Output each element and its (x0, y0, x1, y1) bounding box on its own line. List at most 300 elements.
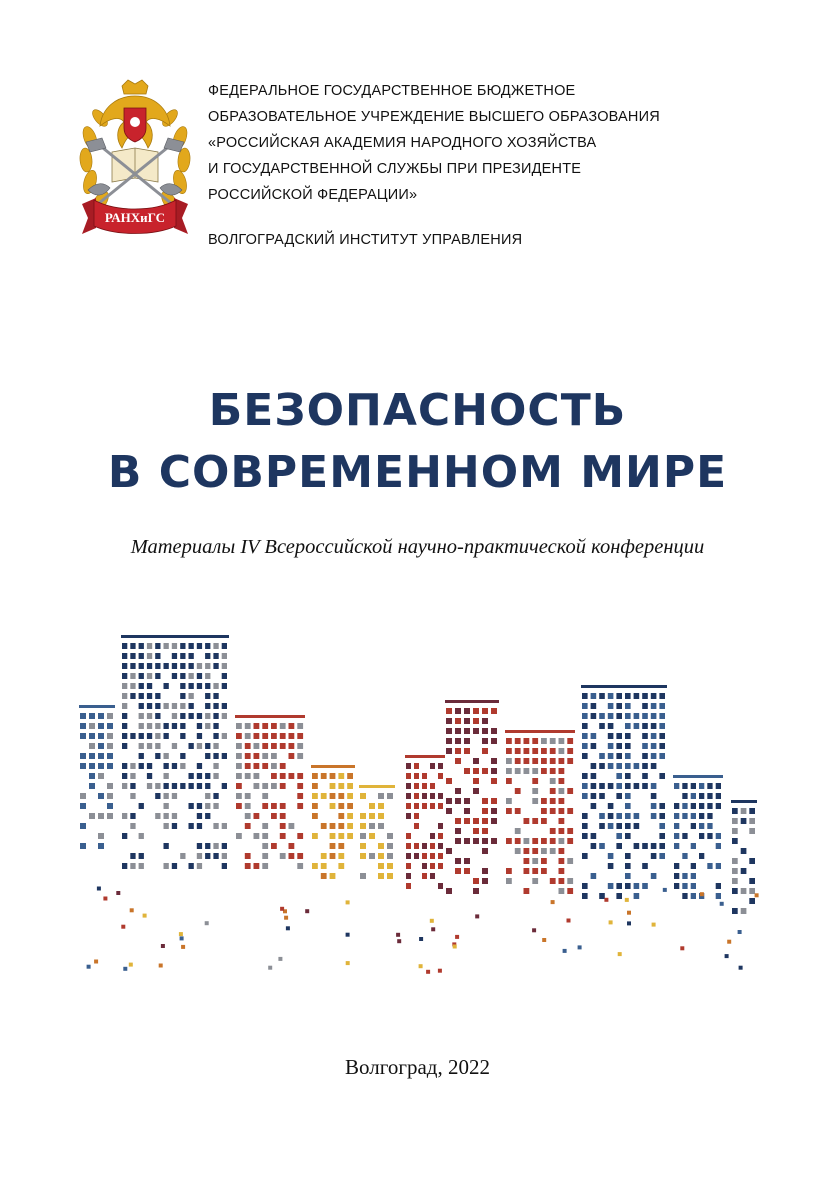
window (289, 843, 295, 849)
window (749, 878, 755, 884)
pixel (116, 891, 120, 895)
window (559, 808, 565, 814)
pixel (346, 933, 350, 937)
window (682, 883, 687, 889)
pixel (727, 940, 731, 944)
window (338, 863, 344, 869)
pixel (179, 932, 183, 936)
window (387, 863, 393, 869)
building (311, 765, 355, 879)
window (541, 748, 547, 754)
window (107, 783, 113, 789)
pixel (455, 935, 459, 939)
window (98, 723, 104, 729)
window (205, 693, 210, 699)
window (524, 868, 530, 874)
window (732, 828, 738, 834)
window (122, 783, 127, 789)
window (321, 873, 327, 879)
window (625, 783, 631, 789)
window (189, 643, 194, 649)
window (387, 833, 393, 839)
window (699, 853, 704, 859)
window (205, 843, 210, 849)
window (625, 743, 631, 749)
window (98, 813, 104, 819)
window (180, 643, 185, 649)
window (616, 833, 622, 839)
window (338, 843, 344, 849)
window (213, 653, 218, 659)
window (213, 713, 218, 719)
window (582, 793, 588, 799)
window (473, 878, 479, 884)
window (491, 808, 497, 814)
window (599, 783, 605, 789)
window (482, 838, 488, 844)
window (482, 828, 488, 834)
window (139, 643, 144, 649)
window (98, 733, 104, 739)
window (245, 763, 251, 769)
window (464, 748, 470, 754)
window (446, 778, 452, 784)
window (236, 753, 242, 759)
window (559, 798, 565, 804)
building (445, 700, 499, 894)
window (312, 783, 318, 789)
window (414, 793, 419, 799)
window (205, 713, 210, 719)
window (98, 833, 104, 839)
window (107, 813, 113, 819)
window (659, 713, 665, 719)
window (236, 793, 242, 799)
window (369, 833, 375, 839)
window (172, 723, 177, 729)
window (438, 863, 443, 869)
window (422, 873, 427, 879)
window (559, 828, 565, 834)
window (387, 873, 393, 879)
window (625, 753, 631, 759)
window (659, 823, 665, 829)
window (213, 753, 218, 759)
window (180, 653, 185, 659)
window (532, 818, 538, 824)
document-subtitle: Материалы IV Всероссийской научно-практической конференции (130, 536, 705, 558)
window (473, 778, 479, 784)
pixel (419, 964, 423, 968)
window (197, 683, 202, 689)
window (659, 693, 665, 699)
window (262, 723, 268, 729)
window (659, 753, 665, 759)
window (473, 788, 479, 794)
window (616, 793, 622, 799)
pixel (286, 926, 290, 930)
window (205, 743, 210, 749)
window (455, 708, 461, 714)
window (378, 843, 384, 849)
window (659, 773, 665, 779)
window (280, 763, 286, 769)
window (338, 813, 344, 819)
window (254, 863, 260, 869)
window (89, 733, 95, 739)
window (651, 783, 657, 789)
pixel (268, 966, 272, 970)
building-roof (79, 705, 115, 708)
window (338, 783, 344, 789)
window (139, 713, 144, 719)
window (147, 693, 152, 699)
window (559, 748, 565, 754)
window (651, 723, 657, 729)
window (524, 818, 530, 824)
window (222, 843, 227, 849)
window (515, 758, 521, 764)
window (330, 793, 336, 799)
window (338, 833, 344, 839)
window (213, 703, 218, 709)
ranepa-emblem-icon (76, 78, 194, 240)
window (455, 718, 461, 724)
window (222, 733, 227, 739)
window (130, 823, 135, 829)
window (236, 763, 242, 769)
window (80, 843, 86, 849)
window (289, 723, 295, 729)
window (567, 788, 573, 794)
window (699, 813, 704, 819)
window (205, 753, 210, 759)
window (147, 663, 152, 669)
window (180, 723, 185, 729)
window (222, 853, 227, 859)
pixel (542, 938, 546, 942)
window (482, 818, 488, 824)
window (213, 643, 218, 649)
window (147, 783, 152, 789)
window (651, 803, 657, 809)
window (608, 733, 614, 739)
window (438, 803, 443, 809)
pixel (551, 900, 555, 904)
window (491, 778, 497, 784)
window (107, 743, 113, 749)
window (107, 763, 113, 769)
window (749, 858, 755, 864)
window (122, 863, 127, 869)
window (422, 843, 427, 849)
window (473, 838, 479, 844)
window (262, 843, 268, 849)
window (280, 733, 286, 739)
window (541, 848, 547, 854)
window (164, 723, 169, 729)
window (189, 783, 194, 789)
window (245, 813, 251, 819)
window (89, 753, 95, 759)
window (651, 733, 657, 739)
building (581, 685, 667, 899)
window (532, 748, 538, 754)
window (280, 853, 286, 859)
window (699, 803, 704, 809)
window (430, 863, 435, 869)
window (155, 783, 160, 789)
window (98, 743, 104, 749)
window (608, 863, 614, 869)
window (271, 783, 277, 789)
window (164, 783, 169, 789)
window (582, 813, 588, 819)
window (482, 708, 488, 714)
window (608, 693, 614, 699)
window (139, 803, 144, 809)
window (599, 693, 605, 699)
window (515, 848, 521, 854)
window (482, 808, 488, 814)
window (515, 808, 521, 814)
window (591, 793, 597, 799)
window (550, 828, 556, 834)
window (189, 743, 194, 749)
window (205, 663, 210, 669)
window (532, 768, 538, 774)
pixel (129, 963, 133, 967)
window (707, 823, 712, 829)
window (582, 733, 588, 739)
window (139, 653, 144, 659)
window (616, 733, 622, 739)
window (716, 803, 721, 809)
window (189, 673, 194, 679)
window (262, 803, 268, 809)
window (567, 758, 573, 764)
window (591, 743, 597, 749)
window (559, 858, 565, 864)
window (130, 863, 135, 869)
window (625, 733, 631, 739)
window (608, 703, 614, 709)
building-roof (405, 755, 445, 758)
window (164, 753, 169, 759)
window (422, 853, 427, 859)
window (213, 743, 218, 749)
window (582, 853, 588, 859)
window (197, 743, 202, 749)
window (732, 858, 738, 864)
window (254, 723, 260, 729)
window (515, 788, 521, 794)
title-line-2: В СОВРЕМЕННОМ МИРЕ (107, 447, 728, 498)
window (98, 843, 104, 849)
window (591, 833, 597, 839)
window (205, 683, 210, 689)
window (707, 833, 712, 839)
pixel (123, 967, 127, 971)
window (297, 773, 303, 779)
window (682, 853, 687, 859)
window (130, 853, 135, 859)
window (491, 818, 497, 824)
window (591, 733, 597, 739)
window (222, 683, 227, 689)
building-roof (673, 775, 723, 778)
window (491, 768, 497, 774)
window (674, 863, 679, 869)
window (414, 843, 419, 849)
window (608, 783, 614, 789)
window (524, 838, 530, 844)
building-roof (731, 800, 757, 803)
window (625, 873, 631, 879)
window (139, 733, 144, 739)
window (559, 778, 565, 784)
window (682, 803, 687, 809)
window (446, 738, 452, 744)
window (180, 733, 185, 739)
window (197, 803, 202, 809)
window (541, 758, 547, 764)
window (464, 868, 470, 874)
window (582, 893, 588, 899)
window (625, 693, 631, 699)
window (591, 783, 597, 789)
window (205, 783, 210, 789)
window (524, 888, 530, 894)
window (347, 803, 353, 809)
window (205, 703, 210, 709)
window (180, 763, 185, 769)
window (89, 743, 95, 749)
pixel (278, 957, 282, 961)
window (197, 853, 202, 859)
window (491, 728, 497, 734)
window (378, 873, 384, 879)
window (197, 733, 202, 739)
window (139, 673, 144, 679)
window (387, 843, 393, 849)
window (289, 823, 295, 829)
window (197, 773, 202, 779)
window (532, 798, 538, 804)
org-line: РОССИЙСКОЙ ФЕДЕРАЦИИ» (208, 187, 418, 203)
window (189, 663, 194, 669)
window (406, 833, 411, 839)
pixel (738, 930, 742, 934)
window (122, 713, 127, 719)
window (599, 723, 605, 729)
window (582, 883, 588, 889)
window (197, 763, 202, 769)
window (559, 848, 565, 854)
window (222, 653, 227, 659)
window (139, 703, 144, 709)
window (189, 863, 194, 869)
window (89, 713, 95, 719)
window (130, 643, 135, 649)
window (567, 838, 573, 844)
window (197, 843, 202, 849)
window (330, 853, 336, 859)
pixel (87, 965, 91, 969)
window (506, 838, 512, 844)
window (691, 793, 696, 799)
window (464, 838, 470, 844)
window (491, 708, 497, 714)
publication-place-year: Волгоград, 2022 (345, 1055, 490, 1079)
window (155, 673, 160, 679)
window (414, 783, 419, 789)
window (122, 733, 127, 739)
window (473, 888, 479, 894)
window (491, 838, 497, 844)
window (691, 893, 696, 899)
window (430, 853, 435, 859)
window (197, 783, 202, 789)
window (559, 818, 565, 824)
window (599, 813, 605, 819)
window (107, 753, 113, 759)
window (205, 793, 210, 799)
window (321, 863, 327, 869)
pixel (180, 936, 184, 940)
window (599, 823, 605, 829)
window (172, 783, 177, 789)
window (205, 853, 210, 859)
window (559, 838, 565, 844)
window (122, 773, 127, 779)
ribbon-label: РАНХиГС (104, 210, 166, 225)
window (567, 858, 573, 864)
window (347, 813, 353, 819)
window (280, 773, 286, 779)
window (491, 738, 497, 744)
window (222, 713, 227, 719)
window (642, 723, 648, 729)
pixel (453, 945, 457, 949)
window (89, 773, 95, 779)
window (741, 888, 747, 894)
window (438, 853, 443, 859)
window (280, 743, 286, 749)
window (262, 733, 268, 739)
window (642, 743, 648, 749)
window (642, 713, 648, 719)
pixel (143, 914, 147, 918)
window (422, 793, 427, 799)
window (599, 763, 605, 769)
window (222, 673, 227, 679)
pixel (739, 966, 743, 970)
window (262, 753, 268, 759)
window (338, 823, 344, 829)
building (505, 730, 575, 894)
window (130, 813, 135, 819)
window (222, 823, 227, 829)
window (130, 653, 135, 659)
pixel (103, 897, 107, 901)
pixel (430, 919, 434, 923)
window (406, 883, 411, 889)
pixel (725, 954, 729, 958)
building-roof (505, 730, 575, 733)
window (164, 773, 169, 779)
window (289, 733, 295, 739)
